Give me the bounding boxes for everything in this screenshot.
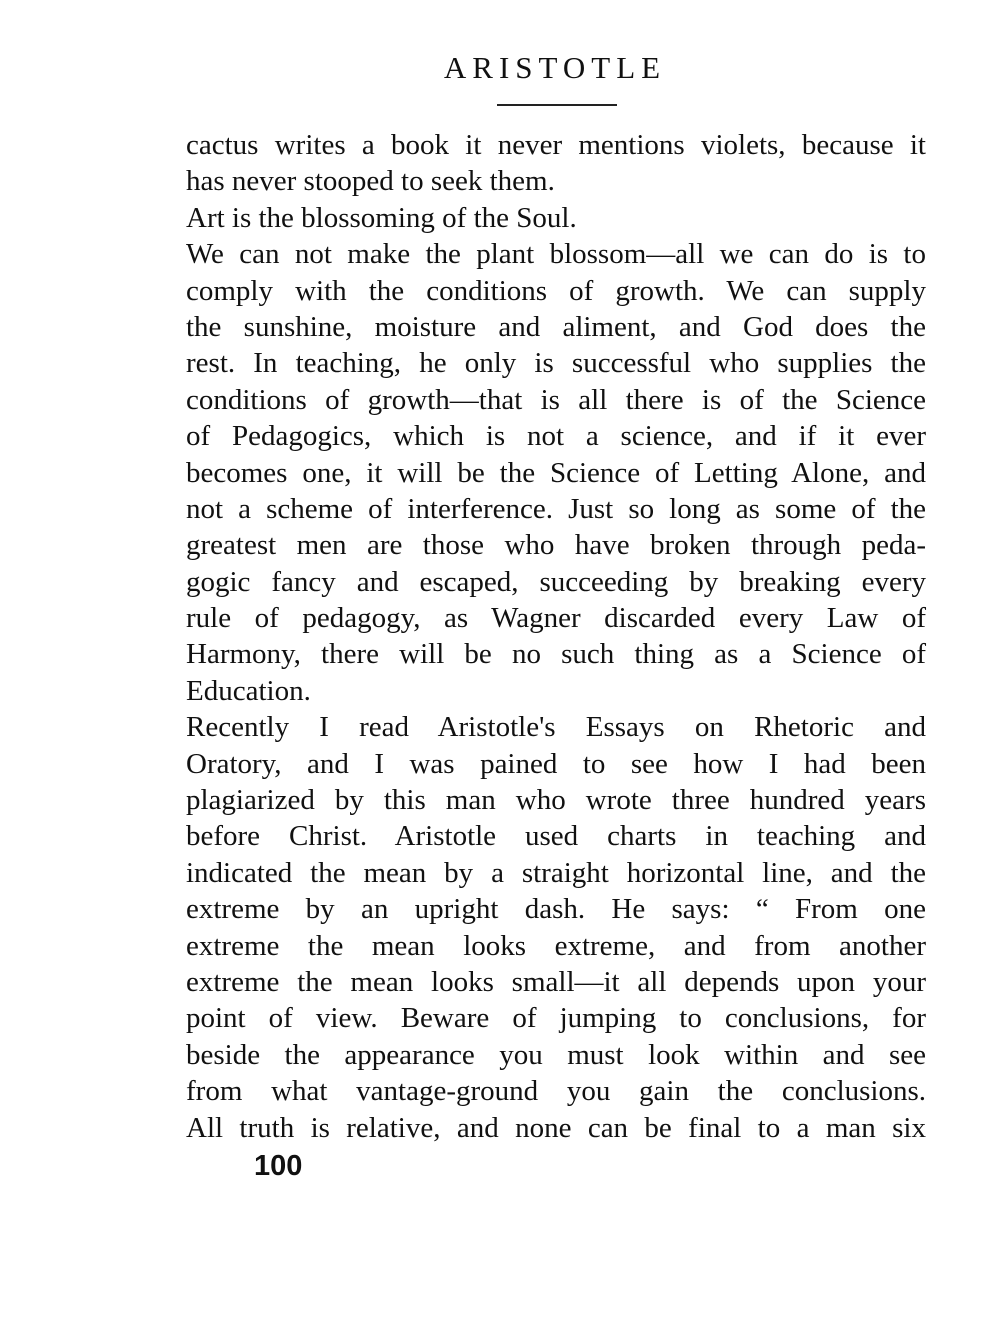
text-line: point of view. Beware of jumping to conclusions, for xyxy=(186,1002,926,1035)
text-line: the sunshine, moisture and aliment, and God does the xyxy=(186,310,926,343)
text-line: from what vantage-ground you gain the conclusions. xyxy=(186,1075,926,1108)
text-line: Oratory, and I was pained to see how I had been xyxy=(186,747,926,780)
text-line: has never stooped to seek them. xyxy=(186,165,555,198)
text-line: extreme the mean looks extreme, and from another xyxy=(186,929,926,962)
page-number: 100 xyxy=(254,1150,303,1182)
text-line: of Pedagogics, which is not a science, and if it ever xyxy=(186,420,926,453)
text-line: Recently I read Aristotle's Essays on Rhetoric and xyxy=(186,711,926,744)
text-line: extreme the mean looks small—it all depends upon your xyxy=(186,965,926,998)
text-line: indicated the mean by a straight horizontal line, and the xyxy=(186,856,926,889)
text-line: extreme by an upright dash. He says: “ From one xyxy=(186,893,926,926)
text-line: Education. xyxy=(186,674,311,707)
paragraph xyxy=(186,200,926,236)
text-line: before Christ. Aristotle used charts in teaching and xyxy=(186,820,926,853)
text-line: Art is the blossoming of the Soul. xyxy=(186,201,577,234)
text-line: rest. In teaching, he only is successful who supplies the xyxy=(186,347,926,380)
text-line: rule of pedagogy, as Wagner discarded every Law of xyxy=(186,602,926,635)
text-line: not a scheme of interference. Just so long as some of the xyxy=(186,492,926,525)
text-line: cactus writes a book it never mentions violets, because it xyxy=(186,129,926,161)
text-line: comply with the conditions of growth. We can supply xyxy=(186,274,926,307)
text-line: All truth is relative, and none can be final to a man six xyxy=(186,1111,926,1144)
text-line: becomes one, it will be the Science of Letting Alone, and xyxy=(186,456,926,489)
text-line: plagiarized by this man who wrote three hundred years xyxy=(186,784,926,817)
header-rule xyxy=(497,104,617,106)
paragraph xyxy=(186,127,926,200)
text-line: gogic fancy and escaped, succeeding by breaking every xyxy=(186,565,926,598)
body-text xyxy=(186,127,926,1146)
paragraph xyxy=(186,236,926,709)
running-head: ARISTOTLE xyxy=(443,50,667,85)
paragraph xyxy=(186,709,926,1146)
text-line: Harmony, there will be no such thing as a Science of xyxy=(186,638,926,671)
text-line: greatest men are those who have broken through peda- xyxy=(186,529,926,562)
text-line: conditions of growth—that is all there is of the Science xyxy=(186,383,926,416)
text-line: beside the appearance you must look within and see xyxy=(186,1038,926,1071)
text-line: We can not make the plant blossom—all we can do is to xyxy=(186,238,926,271)
